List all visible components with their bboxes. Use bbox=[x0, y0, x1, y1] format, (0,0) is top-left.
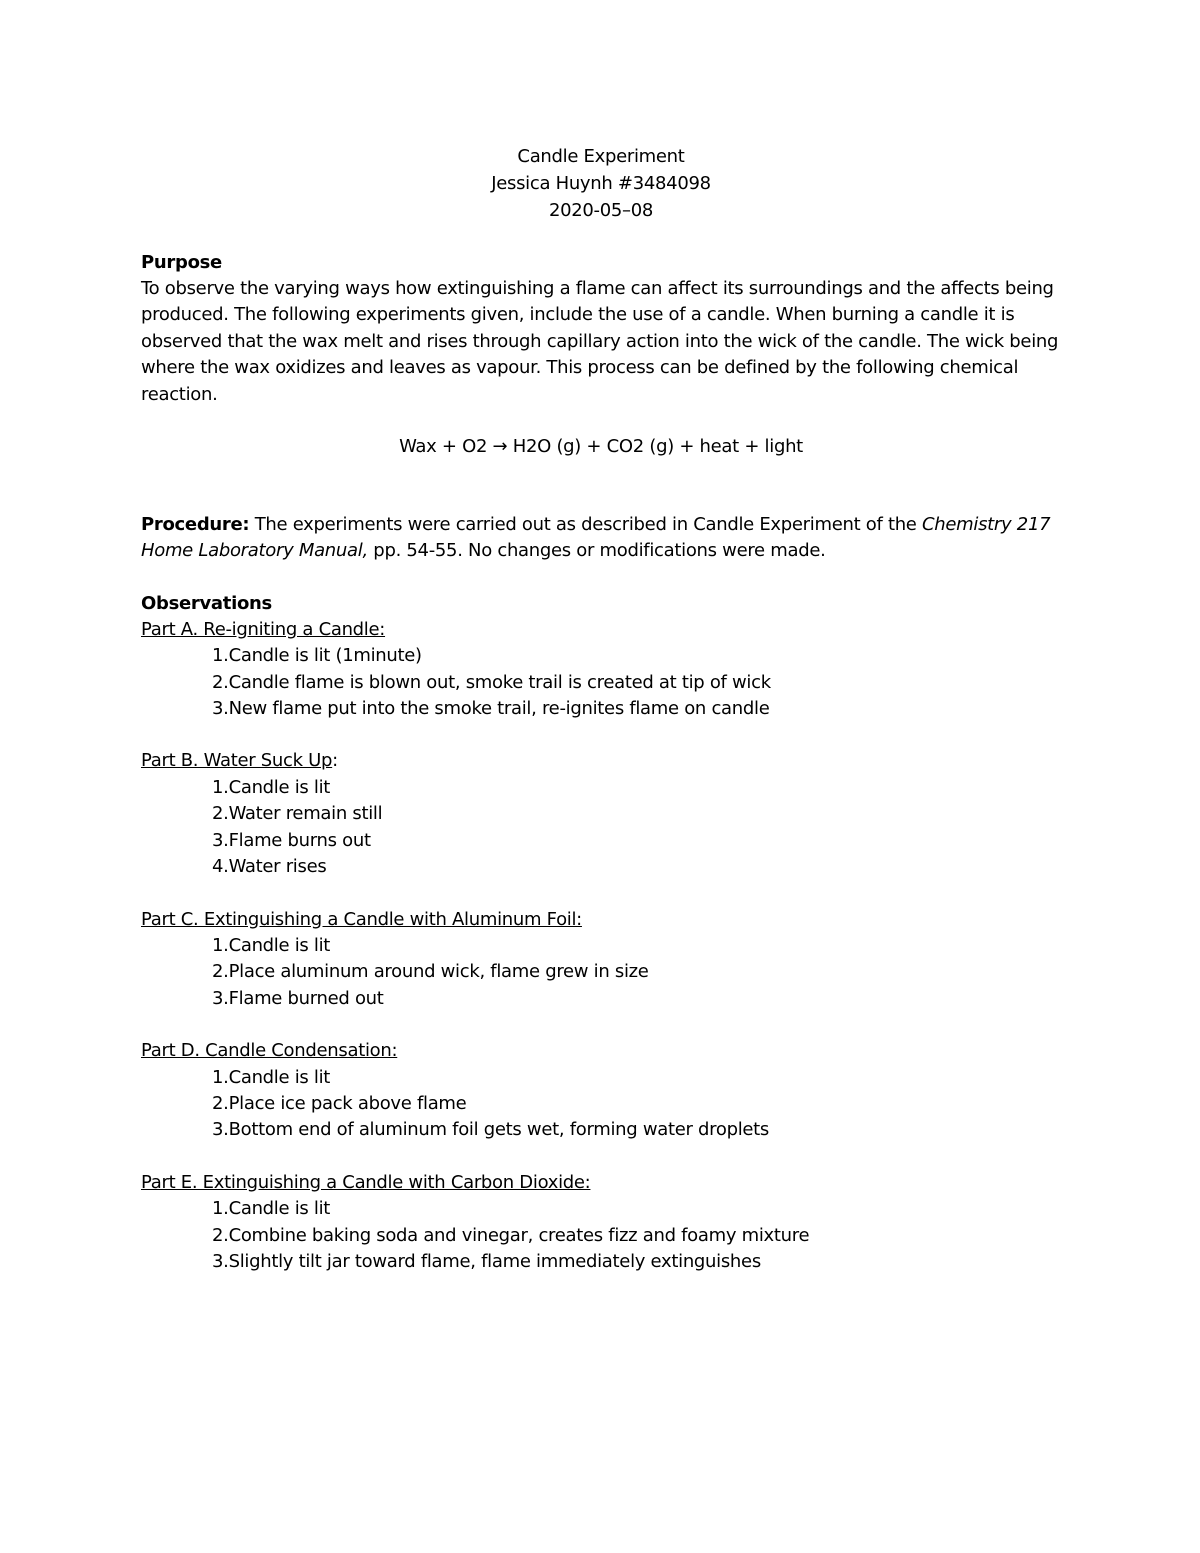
list-item: 2.Place ice pack above flame bbox=[212, 1092, 467, 1114]
part-title-colon: : bbox=[332, 750, 338, 772]
step-list bbox=[141, 1065, 1061, 1144]
observation-part-d bbox=[141, 1038, 1061, 1144]
procedure-label: Procedure: bbox=[141, 514, 250, 536]
part-title: Part A. Re-igniting a Candle: bbox=[141, 618, 386, 640]
list-item: 2.Place aluminum around wick, flame grew in size bbox=[212, 961, 649, 983]
spacer bbox=[141, 224, 1061, 250]
chemical-equation: Wax + O2 → H2O (g) + CO2 (g) + heat + light bbox=[399, 436, 803, 458]
list-item: 1.Candle is lit bbox=[212, 934, 331, 956]
list-item: 3.Bottom end of aluminum foil gets wet, forming water droplets bbox=[212, 1119, 770, 1141]
part-title: Part C. Extinguishing a Candle with Aluminum Foil: bbox=[141, 908, 582, 930]
list-item: 3.Flame burns out bbox=[212, 829, 371, 851]
date-line: 2020-05–08 bbox=[548, 200, 654, 221]
step-list bbox=[141, 933, 1061, 1012]
list-item: 4.Water rises bbox=[212, 856, 327, 878]
spacer bbox=[141, 881, 1061, 907]
list-item: 1.Candle is lit bbox=[212, 1198, 331, 1220]
procedure-paragraph bbox=[141, 512, 1061, 565]
observation-part-a bbox=[141, 617, 1061, 723]
observations-heading: Observations bbox=[141, 592, 272, 614]
list-item: 2.Candle flame is blown out, smoke trail is created at tip of wick bbox=[212, 671, 771, 693]
manual-title: Chemistry 217 Home Laboratory Manual, bbox=[141, 514, 1051, 562]
spacer bbox=[141, 722, 1061, 748]
part-title: Part D. Candle Condensation: bbox=[141, 1040, 398, 1062]
part-title: Part E. Extinguishing a Candle with Carbon Dioxide: bbox=[141, 1171, 591, 1193]
part-title-line bbox=[141, 748, 1061, 774]
document-title: Candle Experiment bbox=[517, 146, 685, 167]
observation-part-b bbox=[141, 748, 1061, 880]
spacer bbox=[141, 1012, 1061, 1038]
step-list bbox=[141, 1196, 1061, 1275]
document-page bbox=[141, 143, 1061, 1275]
list-item: 3.New flame put into the smoke trail, re-ignites flame on candle bbox=[212, 698, 770, 720]
observation-part-e bbox=[141, 1170, 1061, 1276]
list-item: 1.Candle is lit bbox=[212, 1066, 331, 1088]
list-item: 2.Combine baking soda and vinegar, creates fizz and foamy mixture bbox=[212, 1224, 810, 1246]
step-list bbox=[141, 643, 1061, 722]
procedure-text-before: The experiments were carried out as described in Candle Experiment of the bbox=[249, 514, 923, 536]
spacer bbox=[141, 460, 1061, 512]
procedure-text-after: pp. 54-55. No changes or modifications were made. bbox=[367, 540, 826, 562]
list-item: 1.Candle is lit (1minute) bbox=[212, 645, 422, 667]
spacer bbox=[141, 565, 1061, 591]
purpose-text: To observe the varying ways how extinguishing a flame can affect its surroundings and the affects being produced. The following experiments given, include the use of a candle. When burning a candle it is observed that the wax melt and rises through capillary action into the wick of the candle. The wick being where the wax oxidizes and leaves as vapour. This process can be defined by the following chemical reaction. bbox=[141, 278, 1059, 405]
step-list bbox=[141, 775, 1061, 881]
part-title: Part B. Water Suck Up bbox=[141, 750, 333, 772]
author-line: Jessica Huynh #3484098 bbox=[491, 173, 711, 194]
observation-part-c bbox=[141, 907, 1061, 1013]
purpose-heading: Purpose bbox=[141, 252, 222, 273]
list-item: 3.Slightly tilt jar toward flame, flame immediately extinguishes bbox=[212, 1250, 761, 1272]
spacer bbox=[141, 1144, 1061, 1170]
list-item: 1.Candle is lit bbox=[212, 776, 331, 798]
list-item: 2.Water remain still bbox=[212, 803, 383, 825]
list-item: 3.Flame burned out bbox=[212, 987, 384, 1009]
